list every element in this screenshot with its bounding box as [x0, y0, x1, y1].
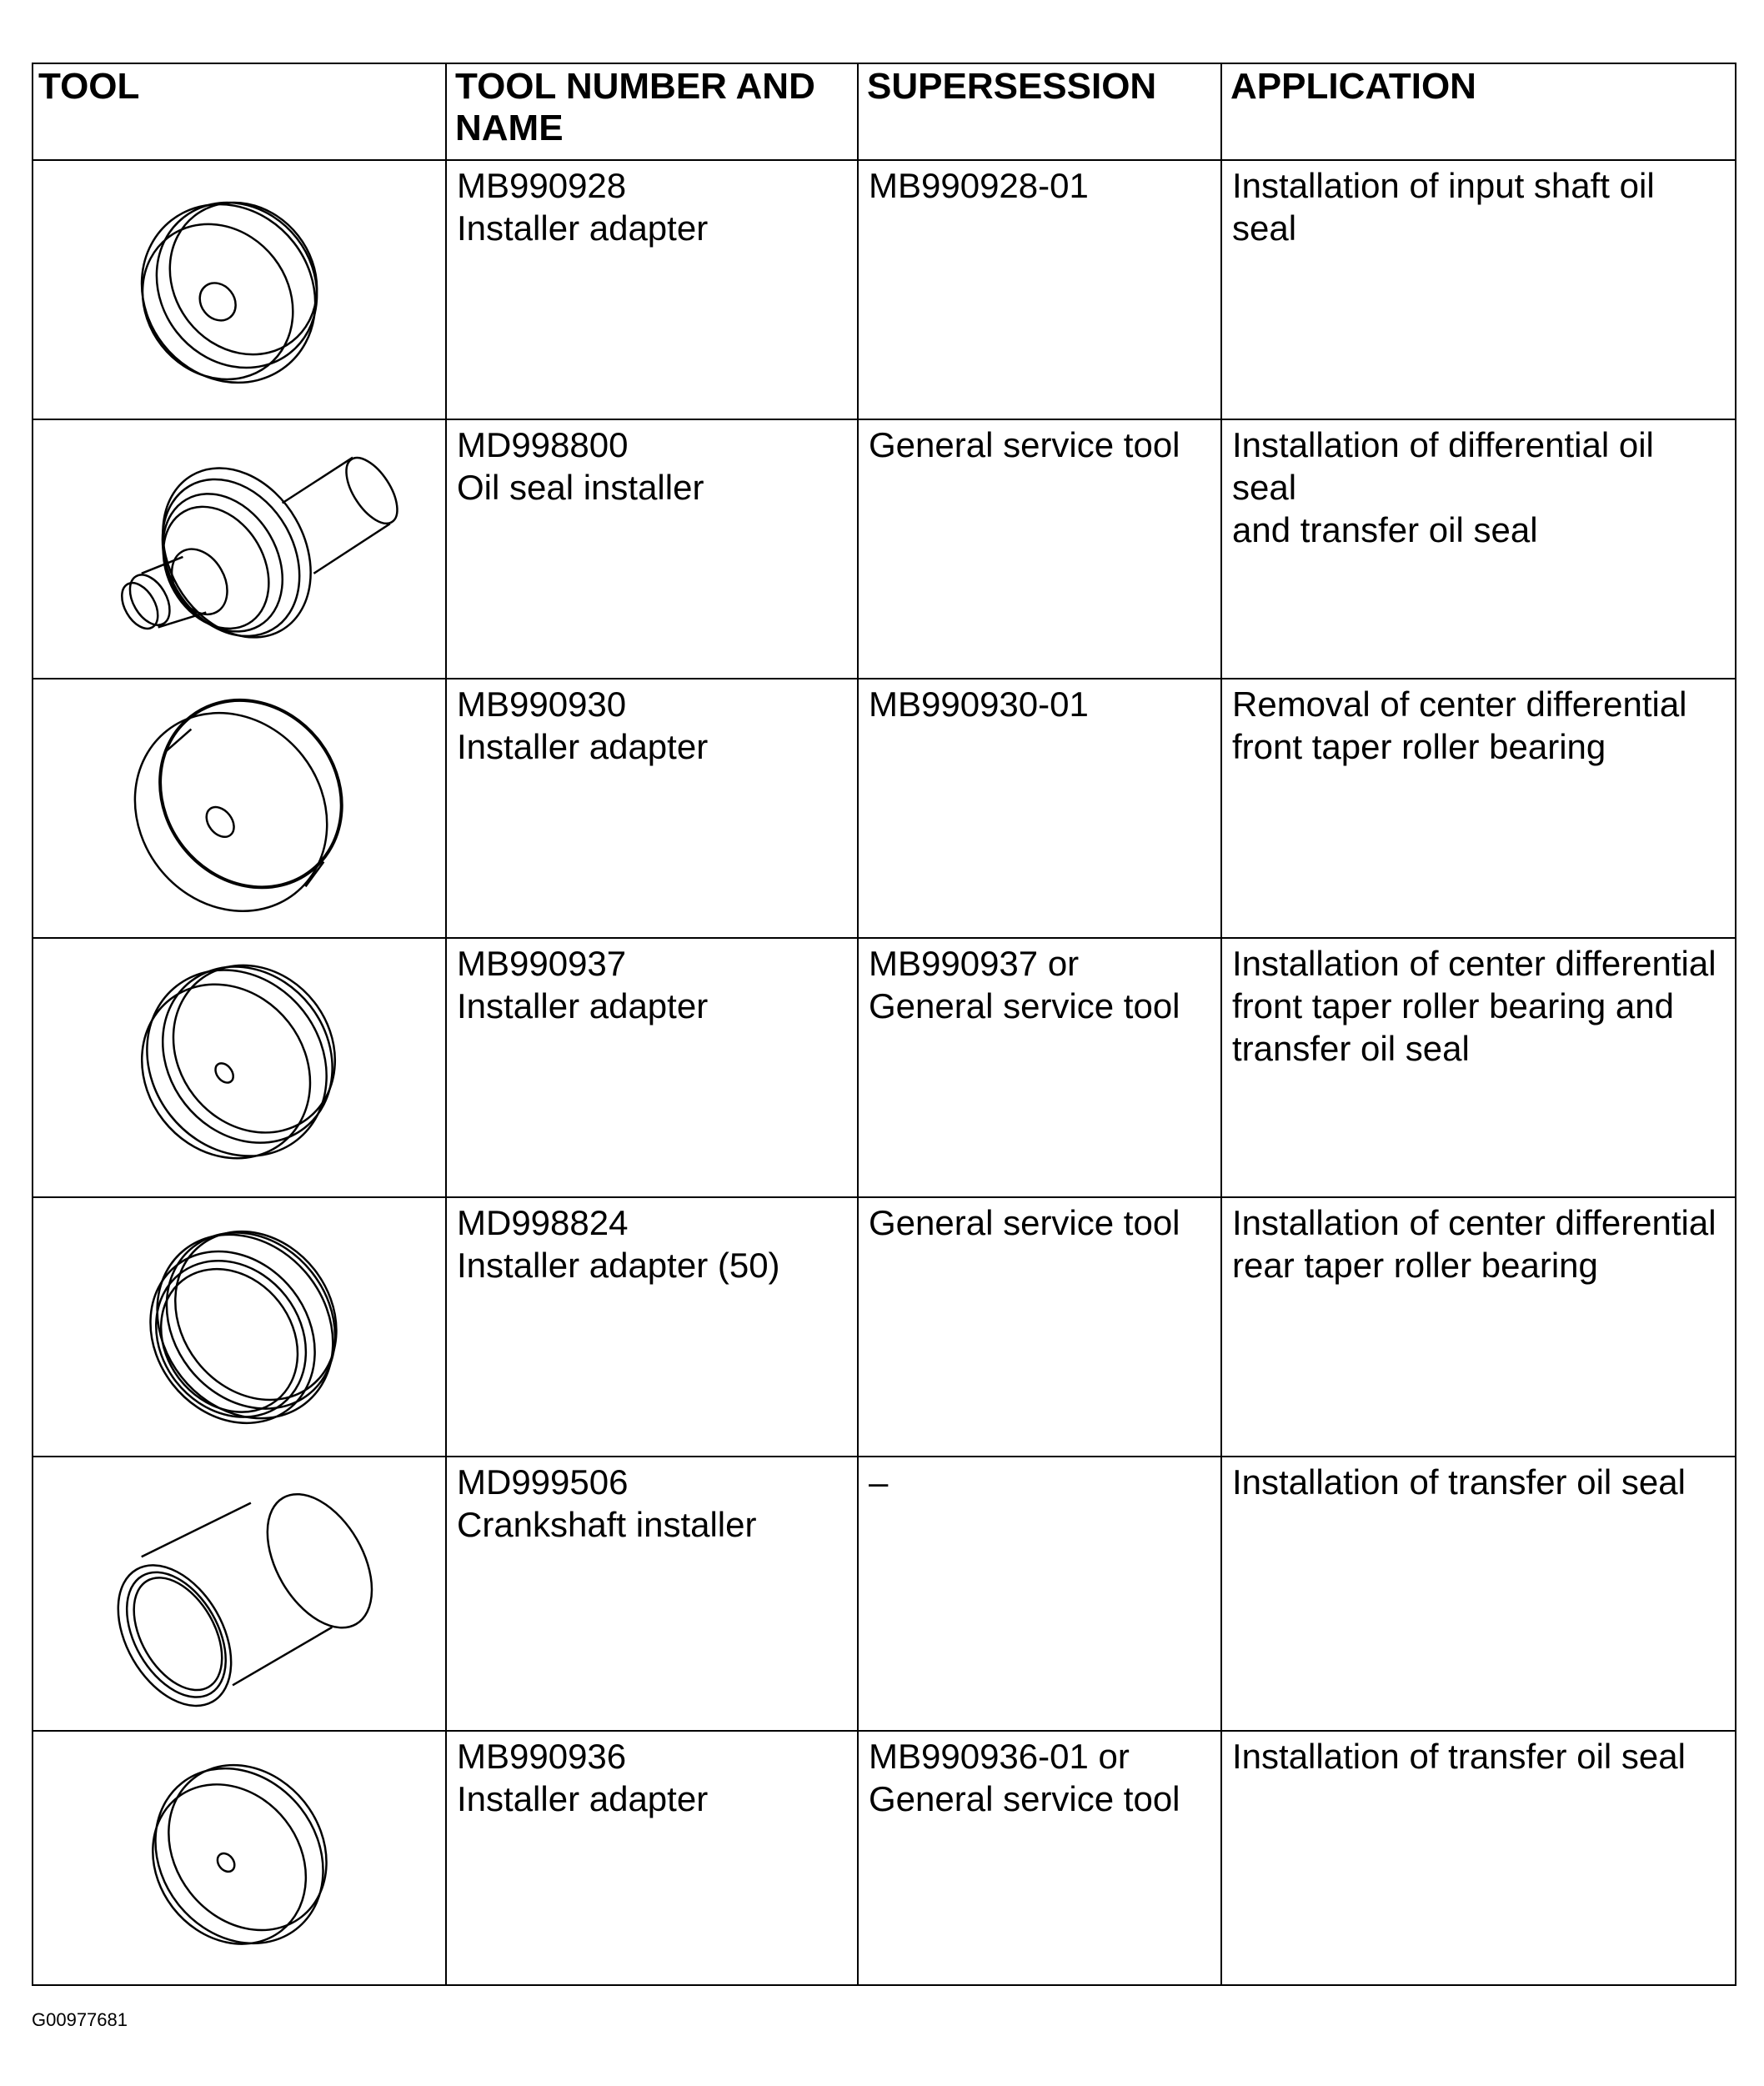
table-row [33, 1457, 1736, 1731]
header-number-name: TOOL NUMBER AND NAME [446, 63, 858, 160]
supersession-cell [858, 160, 1221, 419]
tool-name: Installer adapter (50) [457, 1246, 780, 1285]
application-line: front taper roller bearing [1232, 727, 1606, 766]
supersession-line: – [869, 1462, 889, 1502]
supersession-line: General service tool [869, 425, 1180, 464]
tool-number: MD999506 [457, 1462, 629, 1502]
application-cell [1221, 160, 1736, 419]
crankshaft-installer-icon [33, 1457, 445, 1730]
table-row [33, 1197, 1736, 1457]
tool-image-cell [33, 419, 446, 679]
tool-name: Installer adapter [457, 986, 709, 1025]
application-cell [1221, 938, 1736, 1197]
supersession-cell [858, 419, 1221, 679]
supersession-line: General service tool [869, 986, 1180, 1025]
tool-image-cell [33, 938, 446, 1197]
header-supersession: SUPERSESSION [858, 63, 1221, 160]
tool-image-cell [33, 1457, 446, 1731]
application-line: transfer oil seal [1232, 1029, 1470, 1068]
application-line: Installation of transfer oil seal [1232, 1737, 1686, 1776]
application-cell [1221, 419, 1736, 679]
tool-number: MB990937 [457, 944, 627, 983]
tool-number-name [446, 1457, 858, 1731]
table-row [33, 1731, 1736, 1985]
table-row [33, 160, 1736, 419]
table-row [33, 938, 1736, 1197]
application-line: Installation of center differential [1232, 1203, 1716, 1242]
adapter-disc-icon [33, 161, 445, 419]
figure-id: G00977681 [32, 2009, 128, 2030]
tool-number-name [446, 419, 858, 679]
supersession-line: MB990937 or [869, 944, 1080, 983]
adapter-disc-icon [33, 939, 445, 1196]
tool-number-name [446, 679, 858, 938]
tool-number: MD998824 [457, 1203, 629, 1242]
tool-number: MB990928 [457, 166, 627, 205]
adapter-ring-icon [33, 1198, 445, 1456]
tool-number: MB990936 [457, 1737, 627, 1776]
tool-name: Installer adapter [457, 208, 709, 248]
application-line: Installation of center differential [1232, 944, 1716, 983]
application-cell [1221, 1197, 1736, 1457]
header-application: APPLICATION [1221, 63, 1736, 160]
supersession-line: General service tool [869, 1779, 1180, 1818]
table-row [33, 419, 1736, 679]
application-cell [1221, 1457, 1736, 1731]
tool-number-name [446, 1197, 858, 1457]
tool-number: MD998800 [457, 425, 629, 464]
adapter-disc-icon [33, 1732, 445, 1984]
application-line: and transfer oil seal [1232, 510, 1538, 549]
tool-image-cell [33, 1731, 446, 1985]
tool-name: Crankshaft installer [457, 1505, 757, 1544]
tool-name: Installer adapter [457, 1779, 709, 1818]
supersession-line: General service tool [869, 1203, 1180, 1242]
tool-name: Oil seal installer [457, 468, 704, 507]
header-tool: TOOL [33, 63, 446, 160]
header-row [33, 63, 1736, 160]
supersession-cell [858, 1197, 1221, 1457]
supersession-cell [858, 679, 1221, 938]
oil-seal-installer-icon [33, 420, 445, 678]
tool-image-cell [33, 679, 446, 938]
supersession-line: MB990930-01 [869, 684, 1089, 724]
application-line: Installation of input shaft oil seal [1232, 166, 1655, 248]
tool-number: MB990930 [457, 684, 627, 724]
application-line: rear taper roller bearing [1232, 1246, 1598, 1285]
supersession-line: MB990928-01 [869, 166, 1089, 205]
supersession-cell [858, 938, 1221, 1197]
application-line: front taper roller bearing and [1232, 986, 1674, 1025]
adapter-disc-icon [33, 679, 445, 937]
tool-number-name [446, 1731, 858, 1985]
supersession-line: MB990936-01 or [869, 1737, 1130, 1776]
application-cell [1221, 679, 1736, 938]
tool-table [32, 63, 1736, 1986]
tool-name: Installer adapter [457, 727, 709, 766]
application-cell [1221, 1731, 1736, 1985]
tool-number-name [446, 160, 858, 419]
tool-image-cell [33, 1197, 446, 1457]
supersession-cell [858, 1731, 1221, 1985]
application-line: Installation of differential oil seal [1232, 425, 1654, 507]
application-line: Installation of transfer oil seal [1232, 1462, 1686, 1502]
tool-number-name [446, 938, 858, 1197]
tool-image-cell [33, 160, 446, 419]
application-line: Removal of center differential [1232, 684, 1687, 724]
supersession-cell [858, 1457, 1221, 1731]
table-row [33, 679, 1736, 938]
